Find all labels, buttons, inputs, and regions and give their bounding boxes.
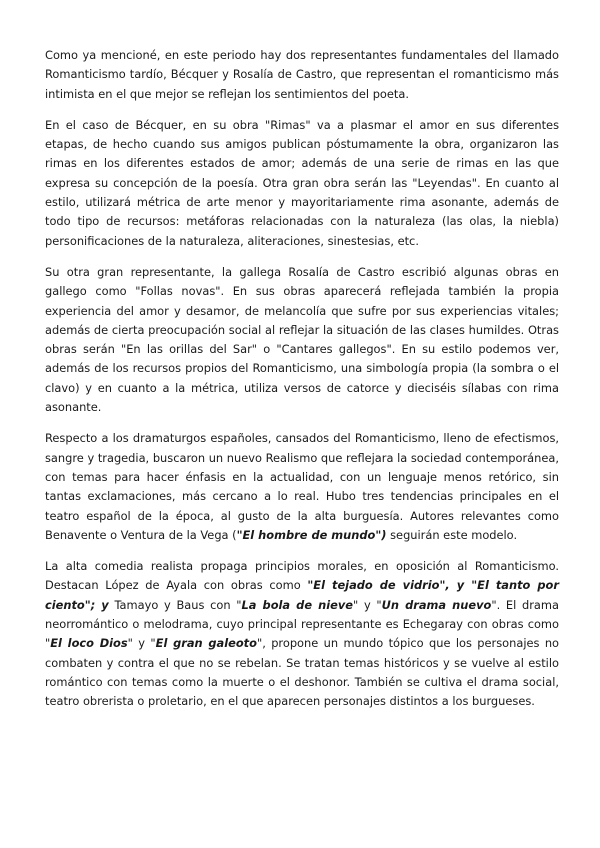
work-title-emphasis: La bola de nieve: [241, 597, 354, 612]
paragraph-text: ". El drama neorromántico o melodrama, cuyo principal representante es Echegaray con obras como ": [45, 597, 559, 651]
paragraph-text: " y ": [353, 597, 382, 612]
paragraph-3: [45, 263, 559, 417]
work-title-emphasis: Un drama nuevo: [381, 597, 492, 612]
work-title-emphasis: El loco Dios: [50, 636, 128, 651]
paragraph-text: seguirán este modelo.: [386, 527, 518, 542]
document-page: [45, 46, 559, 724]
paragraph-text: La alta comedia realista propaga principios morales, en oposición al Romanticismo. Destacan López de Ayala con obras como: [45, 559, 559, 593]
work-title-emphasis: "El tejado de vidrio", y "El tanto por ciento"; y: [45, 578, 559, 612]
paragraph-text: Tamayo y Baus con ": [108, 597, 242, 612]
paragraph-5: [45, 557, 559, 711]
work-title-emphasis: "El hombre de mundo"): [236, 527, 387, 542]
paragraph-text: En el caso de Bécquer, en su obra "Rimas" va a plasmar el amor en sus diferentes etapas, de hecho cuando sus amigos publican póstumamente la obra, organizaron las rimas en los diferentes estados de amor; además de una serie de rimas en las que expresa su concepción de la poesía. Otra gran obra serán las "Leyendas". En cuanto al estilo, utilizará métrica de arte menor y mayoritariamente rima asonante, además de todo tipo de recursos: metáforas relacionadas con la naturaleza (las olas, la niebla) personificaciones de la naturaleza, aliteraciones, sinestesias, etc.: [45, 117, 559, 248]
paragraph-text: Respecto a los dramaturgos españoles, cansados del Romanticismo, lleno de efectismos, sangre y tragedia, buscaron un nuevo Realismo que reflejara la sociedad contemporánea, con temas para hacer énfasis en la actualidad, con un lenguaje menos retórico, sin tantas exclamaciones, más cercano a lo real. Hubo tres tendencias principales en el teatro español de la época, al gusto de la alta burguesía. Autores relevantes como Benavente o Ventura de la Vega (: [45, 431, 559, 542]
paragraph-1: [45, 46, 559, 104]
work-title-emphasis: El gran galeoto: [155, 636, 257, 651]
paragraph-2: [45, 116, 559, 251]
paragraph-text: Su otra gran representante, la gallega Rosalía de Castro escribió algunas obras en gallego como "Follas novas". En sus obras aparecerá reflejada también la propia experiencia del amor y desamor, de melancolía que sufre por sus experiencias vitales; además de cierta preocupación social al reflejar la situación de las clases humildes. Otras obras serán "En las orillas del Sar" o "Cantares gallegos". En su estilo podemos ver, además de los recursos propios del Romanticismo, una simbología propia (la sombra o el clavo) y en cuanto a la métrica, utiliza versos de catorce y dieciséis sílabas con rima asonante.: [45, 264, 559, 415]
paragraph-text: " y ": [127, 636, 156, 651]
paragraph-text: ", propone un mundo tópico que los personajes no combaten y contra el que no se rebelan. Se tratan temas históricos y se vuelve al estilo romántico con temas como la muerte o el deshonor. También se cultiva el drama social, teatro obrerista o proletario, en el que aparecen personajes distintos a los burgueses.: [45, 636, 560, 709]
paragraph-text: Como ya mencioné, en este periodo hay dos representantes fundamentales del llamado Romanticismo tardío, Bécquer y Rosalía de Castro, que representan el romanticismo más intimista en el que mejor se reflejan los sentimientos del poeta.: [45, 48, 559, 101]
paragraph-4: [45, 429, 559, 545]
